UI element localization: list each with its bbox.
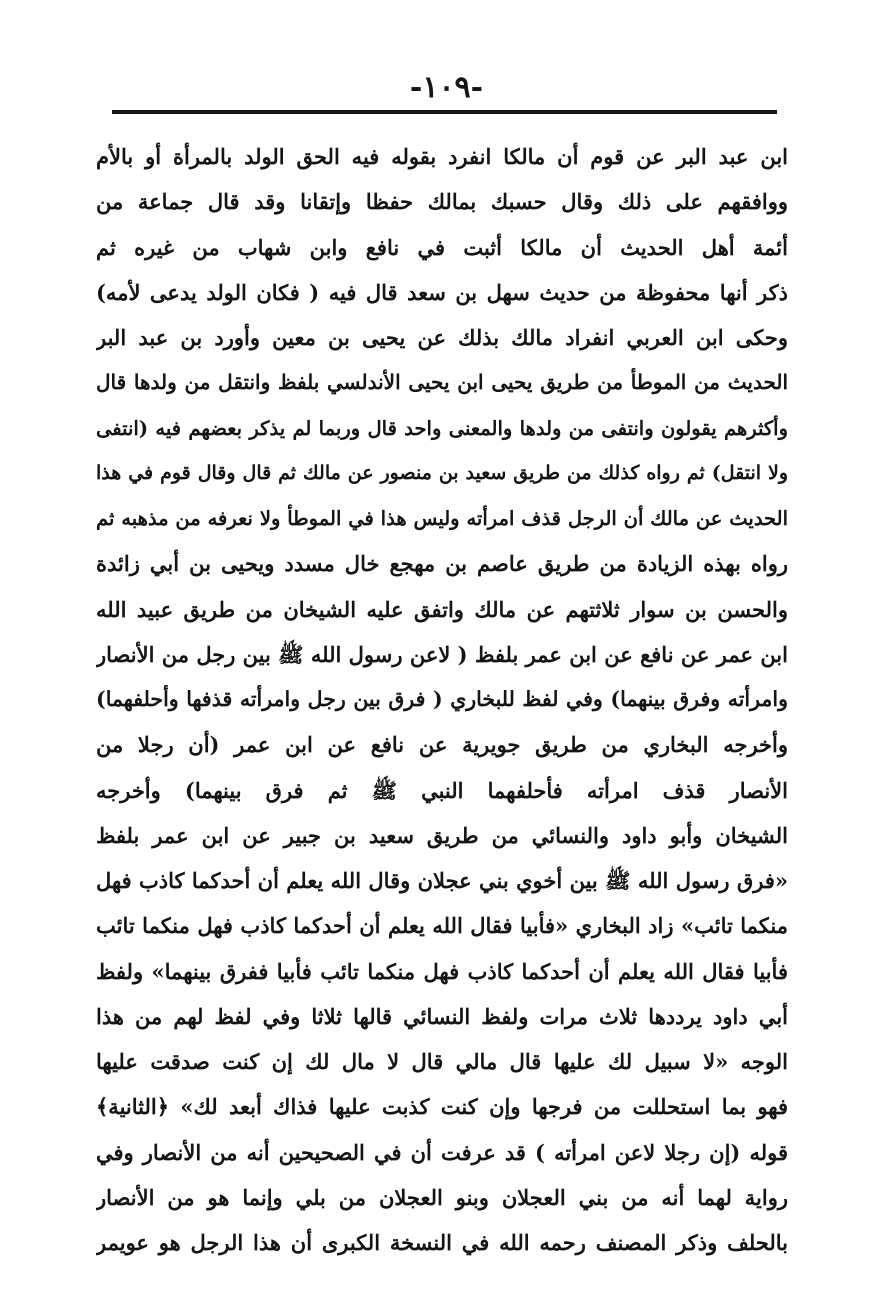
text-line: ذكر أنها محفوظة من حديث سهل بن سعد قال فيه ( فكان الولد يدعى لأمه) [96,279,788,305]
header-rule [112,110,777,114]
text-line: الحديث عن مالك أن الرجل قذف امرأته وليس هذا في الموطأ ولا نعرفه من مذهبه ثم [96,507,788,530]
text-line: وامرأته وفرق بينهما) وفي لفظ للبخاري ( فرق بين رجل وامرأته قذفها وأحلفهما) [96,687,788,711]
text-line: وأخرجه البخاري من طريق جويرية عن نافع عن ابن عمر (أن رجلا من [96,732,788,758]
text-line: رواه بهذه الزيادة من طريق عاصم بن مهجع خال مسدد ويحيى بن أبي زائدة [96,551,788,577]
text-line: قوله (إن رجلا لاعن امرأته ) قد عرفت أن في الصحيحين أنه من الأنصار وفي [96,1139,788,1165]
text-line: فأبيا فقال الله يعلم أن أحدكما كاذب فهل منكما تائب فأبيا ففرق بينهما» ولفظ [96,958,788,984]
text-line: بالحلف وذكر المصنف رحمه الله في النسخة الكبرى أن هذا الرجل هو عويمر [96,1230,788,1255]
text-line: فهو بما استحللت من فرجها وإن كنت كذبت عليها فذاك أبعد لك» ﴿الثانية﴾ [96,1094,788,1120]
text-line: والحسن بن سوار ثلاثتهم عن مالك واتفق عليه الشيخان من طريق عبيد الله [96,596,788,622]
text-line: الحديث من الموطأ من طريق يحيى ابن يحيى الأندلسي بلفظ وانتقل من ولدها قال [96,370,788,395]
text-line: الأنصار قذف امرأته فأحلفهما النبي ﷺ ثم فرق بينهما) وأخرجه [96,777,788,803]
text-line: الشيخان وأبو داود والنسائي من طريق سعيد بن جبير عن ابن عمر بلفظ [96,822,788,848]
text-line: أبي داود يرددها ثلاث مرات ولفظ النسائي قالها ثلاثا وفي لفظ لهم من هذا [96,1003,788,1029]
text-line: ابن عبد البر عن قوم أن مالكا انفرد بقوله فيه الحق الولد بالمرأة أو بالأم [96,144,788,169]
text-line: أئمة أهل الحديث أن مالكا أثبت في نافع وابن شهاب من غيره ثم [96,234,788,260]
text-line: رواية لهما أنه من بني العجلان وبنو العجلان من بلي وإنما هو من الأنصار [96,1184,788,1210]
text-line: «فرق رسول الله ﷺ بين أخوي بني عجلان وقال الله يعلم أن أحدكما كاذب فهل [96,868,788,893]
text-line: الوجه «لا سبيل لك عليها قال مالي قال لا مال لك إن كنت صدقت عليها [96,1049,788,1074]
page-number: -١٠٩- [409,70,484,105]
text-line: وحكى ابن العربي انفراد مالك بذلك عن يحيى بن معين وأورد بن عبد البر [96,325,788,350]
text-line: ووافقهم على ذلك وقال حسبك بمالك حفظا وإتقانا وقد قال جماعة من [96,189,788,215]
body-text [96,134,788,1265]
text-line: ابن عمر عن نافع عن ابن عمر بلفظ ( لاعن رسول الله ﷺ بين رجل من الأنصار [96,641,788,667]
text-line: ولا انتقل) ثم رواه كذلك من طريق سعيد بن منصور عن مالك ثم قال وقال قوم في هذا [96,461,788,484]
text-line: منكما تائب» زاد البخاري «فأبيا فقال الله يعلم أن أحدكما كاذب فهل منكما تائب [96,913,788,939]
text-line: وأكثرهم يقولون وانتفى من ولدها والمعنى واحد قال وربما لم يذكر بعضهم فيه (انتفى [96,416,788,440]
